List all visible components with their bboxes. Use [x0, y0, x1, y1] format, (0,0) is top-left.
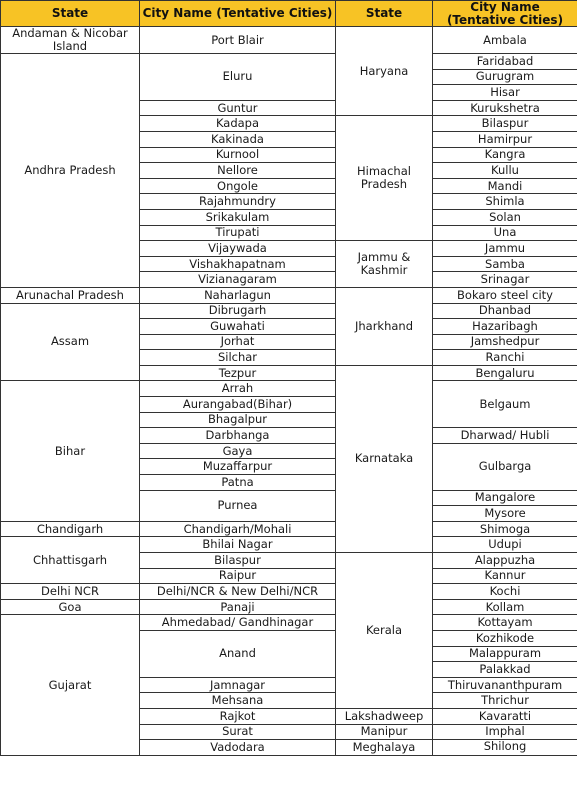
header-state-left: State [1, 1, 140, 27]
city-cell: Srinagar [433, 272, 577, 288]
city-cell: Jammu [433, 241, 577, 257]
state-cell: Chhattisgarh [1, 537, 140, 584]
city-cell: Kurukshetra [433, 100, 577, 116]
city-cell: Vadodara [140, 740, 336, 756]
city-cell: Bilaspur [433, 116, 577, 132]
city-cell: Aurangabad(Bihar) [140, 397, 336, 413]
state-cell: Kerala [336, 553, 433, 709]
city-cell: Tirupati [140, 225, 336, 241]
city-cell: Gaya [140, 443, 336, 459]
city-cell: Thiruvananthpuram [433, 677, 577, 693]
state-cell: Himachal Pradesh [336, 116, 433, 241]
city-cell: Vizianagaram [140, 272, 336, 288]
header-state-right: State [336, 1, 433, 27]
city-cell: Alappuzha [433, 553, 577, 569]
header-row [1, 1, 577, 27]
city-cell: Bilaspur [140, 553, 336, 569]
city-cell: Faridabad [433, 54, 577, 70]
city-cell: Gulbarga [433, 443, 577, 490]
state-cell: Manipur [336, 724, 433, 740]
city-cell: Samba [433, 256, 577, 272]
city-cell: Arrah [140, 381, 336, 397]
table-row [1, 521, 577, 537]
state-cell: Chandigarh [1, 521, 140, 537]
state-cell: Bihar [1, 381, 140, 521]
state-cell: Goa [1, 599, 140, 615]
city-cell: Ambala [433, 27, 577, 54]
city-cell: Raipur [140, 568, 336, 584]
city-cell: Surat [140, 724, 336, 740]
city-cell: Silchar [140, 350, 336, 366]
city-cell: Dharwad/ Hubli [433, 428, 577, 444]
state-cell: Arunachal Pradesh [1, 287, 140, 303]
city-cell: Kozhikode [433, 630, 577, 646]
city-cell: Darbhanga [140, 428, 336, 444]
state-cell: Karnataka [336, 365, 433, 552]
city-cell: Palakkad [433, 662, 577, 678]
city-cell: Guwahati [140, 319, 336, 335]
city-cell: Rajkot [140, 708, 336, 724]
city-cell: Mandi [433, 178, 577, 194]
city-cell: Mysore [433, 506, 577, 522]
city-cell: Eluru [140, 54, 336, 101]
city-cell: Bengaluru [433, 365, 577, 381]
city-cell: Kannur [433, 568, 577, 584]
city-cell: Kadapa [140, 116, 336, 132]
city-cell: Bokaro steel city [433, 287, 577, 303]
city-cell: Mehsana [140, 693, 336, 709]
city-cell: Ongole [140, 178, 336, 194]
city-cell: Vijaywada [140, 241, 336, 257]
city-cell: Kottayam [433, 615, 577, 631]
city-cell: Jamnagar [140, 677, 336, 693]
city-cell: Udupi [433, 537, 577, 553]
table-row [1, 599, 577, 615]
city-cell: Kurnool [140, 147, 336, 163]
table-row [1, 54, 577, 70]
city-cell: Kangra [433, 147, 577, 163]
table-row [1, 537, 577, 553]
city-cell: Nellore [140, 163, 336, 179]
header-city-left: City Name (Tentative Cities) [140, 1, 336, 27]
city-cell: Kakinada [140, 131, 336, 147]
city-cell: Vishakhapatnam [140, 256, 336, 272]
city-cell: Gurugram [433, 69, 577, 85]
city-cell: Thrichur [433, 693, 577, 709]
city-cell: Hamirpur [433, 131, 577, 147]
city-cell: Kullu [433, 163, 577, 179]
header-city-right: City Name (Tentative Cities) [433, 1, 577, 27]
city-cell: Solan [433, 209, 577, 225]
city-cell: Chandigarh/Mohali [140, 521, 336, 537]
city-cell: Guntur [140, 100, 336, 116]
table-row [1, 584, 577, 600]
city-cell: Shimoga [433, 521, 577, 537]
state-cell: Meghalaya [336, 740, 433, 756]
city-cell: Bhagalpur [140, 412, 336, 428]
city-cell: Panaji [140, 599, 336, 615]
city-cell: Port Blair [140, 27, 336, 54]
state-cell: Assam [1, 303, 140, 381]
city-cell: Imphal [433, 724, 577, 740]
state-cell: Gujarat [1, 615, 140, 755]
table-row [1, 615, 577, 631]
city-cell: Hisar [433, 85, 577, 101]
city-cell: Belgaum [433, 381, 577, 428]
state-cell: Jharkhand [336, 287, 433, 365]
city-cell: Shimla [433, 194, 577, 210]
table-row [1, 381, 577, 397]
state-cell: Jammu & Kashmir [336, 241, 433, 288]
state-cell: Delhi NCR [1, 584, 140, 600]
state-cell: Lakshadweep [336, 708, 433, 724]
city-cell: Kollam [433, 599, 577, 615]
city-cell: Malappuram [433, 646, 577, 662]
city-cell: Shilong [433, 740, 577, 756]
city-cell: Kavaratti [433, 708, 577, 724]
city-cell: Dibrugarh [140, 303, 336, 319]
table-row [1, 287, 577, 303]
city-cell: Delhi/NCR & New Delhi/NCR [140, 584, 336, 600]
city-cell: Dhanbad [433, 303, 577, 319]
city-cell: Rajahmundry [140, 194, 336, 210]
state-cell: Haryana [336, 27, 433, 116]
state-cell: Andaman & Nicobar Island [1, 27, 140, 54]
city-cell: Jorhat [140, 334, 336, 350]
state-cell: Andhra Pradesh [1, 54, 140, 288]
city-cell: Purnea [140, 490, 336, 521]
city-cell: Tezpur [140, 365, 336, 381]
table-body [1, 27, 577, 756]
city-cell: Naharlagun [140, 287, 336, 303]
city-cell: Jamshedpur [433, 334, 577, 350]
city-cell: Una [433, 225, 577, 241]
city-cell: Ranchi [433, 350, 577, 366]
city-cell: Srikakulam [140, 209, 336, 225]
city-cell: Anand [140, 630, 336, 677]
table-row [1, 303, 577, 319]
city-cell: Bhilai Nagar [140, 537, 336, 553]
city-cell: Ahmedabad/ Gandhinagar [140, 615, 336, 631]
city-cell: Mangalore [433, 490, 577, 506]
city-cell: Hazaribagh [433, 319, 577, 335]
city-cell: Muzaffarpur [140, 459, 336, 475]
city-cell: Kochi [433, 584, 577, 600]
city-cell: Patna [140, 475, 336, 491]
